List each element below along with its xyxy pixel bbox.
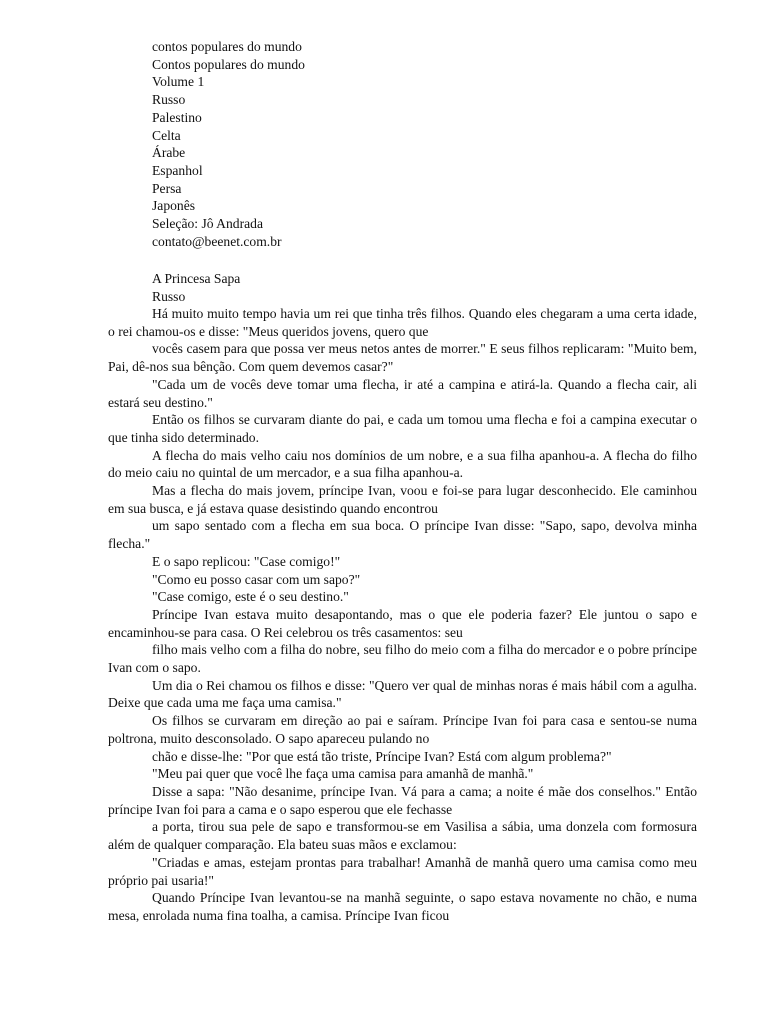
origin-list-item: Celta bbox=[152, 127, 181, 143]
story-heading bbox=[152, 270, 240, 305]
contact-email: contato@beenet.com.br bbox=[152, 233, 282, 249]
story-title: A Princesa Sapa bbox=[152, 271, 241, 286]
paragraph: "Como eu posso casar com um sapo?" bbox=[152, 571, 361, 587]
paragraph: "Case comigo, este é o seu destino." bbox=[152, 589, 349, 605]
origin-list-item: Persa bbox=[152, 180, 182, 196]
paragraph: a porta, tirou sua pele de sapo e transformou-se em Vasilisa a sábia, uma donzela com formosura além de qualquer comparação. Ela bateu suas mãos e exclamou: bbox=[108, 819, 697, 853]
selection-credit: Seleção: Jô Andrada bbox=[152, 216, 263, 232]
paragraph: vocês casem para que possa ver meus netos antes de morrer." E seus filhos replicaram: "Muito bem, Pai, dê-nos sua bênção. Com quem devemos casar?" bbox=[108, 341, 697, 375]
paragraph: "Criadas e amas, estejam prontas para trabalhar! Amanhã de manhã quero uma camisa como meu próprio pai usaria!" bbox=[108, 854, 697, 888]
paragraph: um sapo sentado com a flecha em sua boca. O príncipe Ivan disse: "Sapo, sapo, devolva minha flecha." bbox=[108, 518, 697, 552]
paragraph: Mas a flecha do mais jovem, príncipe Ivan, voou e foi-se para lugar desconhecido. Ele caminhou em sua busca, e já estava quase desistindo quando encontrou bbox=[108, 483, 697, 516]
collection-header bbox=[152, 38, 305, 250]
origin-list-item: Japonês bbox=[152, 198, 196, 214]
origin-list-item: Árabe bbox=[152, 145, 186, 161]
paragraph: Quando Príncipe Ivan levantou-se na manhã seguinte, o sapo estava novamente no chão, e numa mesa, enrolada numa fina toalha, a camisa. Príncipe Ivan ficou bbox=[108, 890, 697, 923]
paragraph: Um dia o Rei chamou os filhos e disse: "Quero ver qual de minhas noras é mais hábil com a agulha. Deixe que cada uma me faça uma camisa." bbox=[108, 677, 697, 711]
story-body bbox=[108, 305, 697, 925]
paragraph: Há muito muito tempo havia um rei que tinha três filhos. Quando eles chegaram a uma certa idade, o rei chamou-os e disse: "Meus queridos jovens, quero que bbox=[108, 306, 697, 339]
collection-title: Contos populares do mundo bbox=[152, 56, 305, 72]
paragraph: Os filhos se curvaram em direção ao pai e saíram. Príncipe Ivan foi para casa e sentou-se numa poltrona, muito desconsolado. O sapo apareceu pulando no bbox=[108, 713, 697, 746]
header-line: contos populares do mundo bbox=[152, 39, 302, 54]
volume-label: Volume 1 bbox=[152, 74, 205, 90]
paragraph: Príncipe Ivan estava muito desapontando, mas o que ele poderia fazer? Ele juntou o sapo e encaminhou-se para casa. O Rei celebrou os três casamentos: seu bbox=[108, 606, 697, 640]
origin-list-item: Russo bbox=[152, 92, 186, 108]
paragraph: chão e disse-lhe: "Por que está tão triste, Príncipe Ivan? Está com algum problema?" bbox=[152, 748, 612, 764]
paragraph: "Meu pai quer que você lhe faça uma camisa para amanhã de manhã." bbox=[152, 766, 534, 782]
story-origin: Russo bbox=[152, 288, 186, 304]
paragraph: filho mais velho com a filha do nobre, seu filho do meio com a filha do mercador e o pobre príncipe Ivan com o sapo. bbox=[108, 642, 697, 676]
paragraph: Então os filhos se curvaram diante do pai, e cada um tomou uma flecha e foi a campina executar o que tinha sido determinado. bbox=[108, 412, 697, 445]
paragraph: A flecha do mais velho caiu nos domínios de um nobre, e a sua filha apanhou-a. A flecha do filho do meio caiu no quintal de um mercador, e a sua filha apanhou-a. bbox=[108, 447, 697, 481]
paragraph: Disse a sapa: "Não desanime, príncipe Ivan. Vá para a cama; a noite é mãe dos conselhos." Então príncipe Ivan foi para a cama e o sapo esperou que ele fechasse bbox=[108, 783, 697, 817]
origin-list-item: Palestino bbox=[152, 109, 202, 125]
origin-list-item: Espanhol bbox=[152, 162, 203, 178]
paragraph: E o sapo replicou: "Case comigo!" bbox=[152, 553, 341, 569]
paragraph: "Cada um de vocês deve tomar uma flecha, ir até a campina e atirá-la. Quando a flecha cair, ali estará seu destino." bbox=[108, 376, 697, 410]
